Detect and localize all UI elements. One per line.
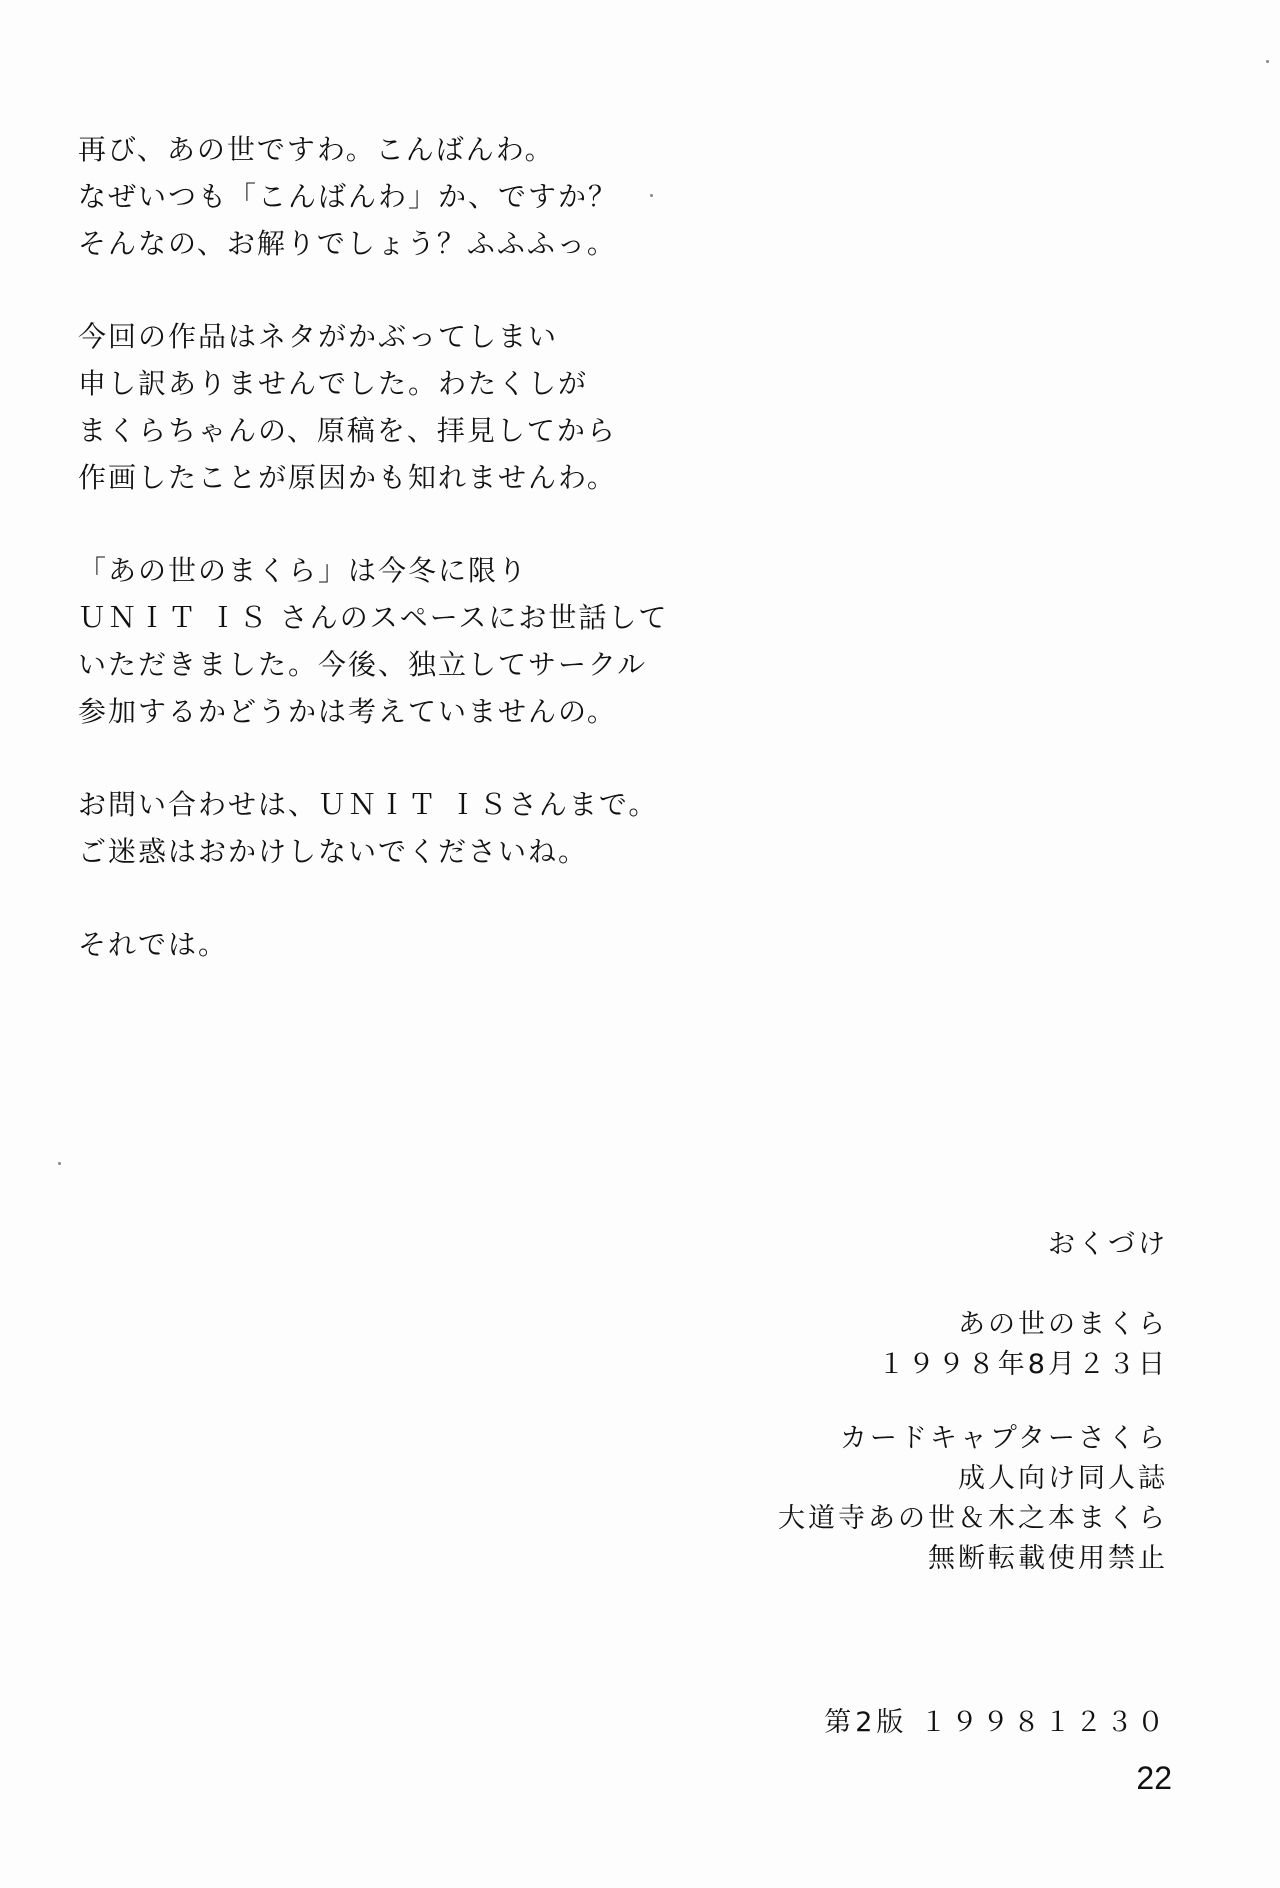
- page-number: 22: [1136, 1760, 1172, 1796]
- text-line: ご迷惑はおかけしないでくださいね。: [78, 835, 589, 868]
- scan-speck: [58, 1162, 61, 1165]
- colophon-title: あの世のまくら: [958, 1309, 1168, 1340]
- text-line: 作画したことが原因かも知れませんわ。: [78, 461, 617, 494]
- paragraph-closing: [78, 921, 778, 968]
- text-line: いただきました。今後、独立してサークル: [78, 648, 648, 681]
- scan-speck: [1266, 60, 1269, 63]
- colophon-date: １９９８年8月２３日: [877, 1349, 1168, 1380]
- edition-line: 第2版 １９９８１２３０: [824, 1707, 1168, 1738]
- text-line: 再び、あの世ですわ。こんばんわ。: [78, 133, 555, 166]
- colophon-series: カードキャプターさくら: [839, 1423, 1168, 1454]
- paragraph-apology: [78, 313, 778, 501]
- text-line: まくらちゃんの、原稿を、拝見してから: [78, 414, 617, 447]
- text-line: 申し訳ありませんでした。わたくしが: [78, 367, 589, 400]
- text-line: お問い合わせは、ＵＮＩＴ ＩＳさんまで。: [78, 788, 659, 821]
- text-line: それでは。: [78, 928, 229, 961]
- text-line: そんなの、お解りでしょう？ふふふっ。: [78, 227, 617, 260]
- text-line: なぜいつも「こんばんわ」か、ですか？: [78, 180, 619, 213]
- afterword-text: [78, 126, 778, 1014]
- paragraph-circle-info: [78, 547, 778, 735]
- colophon-heading: おくづけ: [1048, 1229, 1168, 1260]
- colophon-notice: 無断転載使用禁止: [928, 1543, 1168, 1574]
- colophon-publication: [608, 1305, 1168, 1385]
- scan-speck: [650, 194, 653, 197]
- text-line: 参加するかどうかは考えていませんの。: [78, 695, 617, 728]
- paragraph-contact: [78, 781, 778, 875]
- text-line: 今回の作品はネタがかぶってしまい: [78, 320, 559, 353]
- paragraph-greeting: [78, 126, 778, 267]
- text-line: 「あの世のまくら」は今冬に限り: [78, 554, 529, 587]
- colophon-category: 成人向け同人誌: [958, 1463, 1168, 1494]
- colophon: [608, 1225, 1168, 1613]
- text-line: ＵＮＩＴ ＩＳ さんのスペースにお世話して: [78, 601, 669, 634]
- colophon-authors: 大道寺あの世＆木之本まくら: [778, 1503, 1168, 1534]
- colophon-details: [608, 1419, 1168, 1579]
